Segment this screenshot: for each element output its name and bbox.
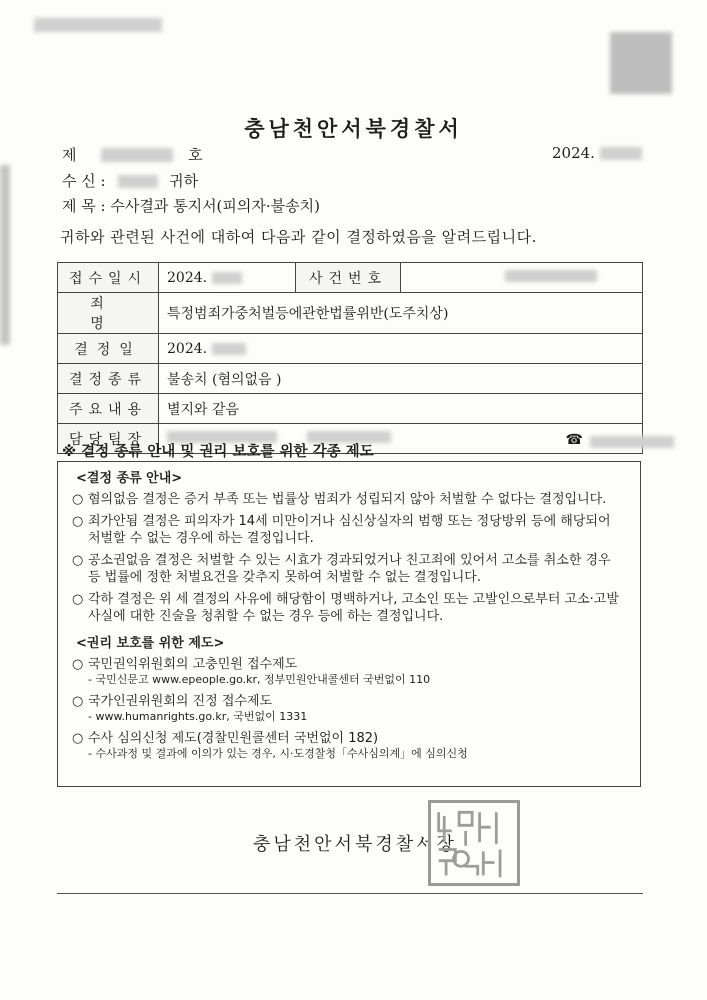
notice-title: ※ 결정 종류 안내 및 권리 보호를 위한 각종 제도 — [62, 444, 374, 460]
guide-item-text: 혐의없음 결정은 증거 부족 또는 법률상 범죄가 성립되지 않아 처벌할 수 없다는 결정입니다. — [88, 492, 607, 507]
guide-item-text: 죄가안됨 결정은 피의자가 14세 미만이거나 심신상실자의 범행 또는 정당방위 등에 해당되어 처벌할 수 없는 경우에 하는 결정입니다. — [88, 514, 611, 546]
bottom-divider — [57, 893, 643, 894]
decision-date-label: 결정일 — [58, 334, 159, 364]
decision-date-text: 2024. — [167, 340, 208, 357]
decision-type-label: 결정종류 — [58, 364, 159, 394]
rights-item-detail: - www.humanrights.go.kr, 국번없이 1331 — [88, 710, 308, 723]
official-seal-icon — [428, 800, 520, 886]
guidance-box — [57, 461, 641, 787]
list-item — [72, 591, 626, 625]
rights-item-title: 국가인권위원회의 진정 접수제도 — [88, 694, 273, 709]
received-value-text: 2024. — [167, 269, 208, 286]
redacted-date — [600, 147, 642, 160]
main-content-value: 별지와 같음 — [159, 394, 643, 424]
table-row — [58, 394, 643, 424]
phone-icon: ☎ — [565, 431, 583, 448]
table-row — [58, 334, 643, 364]
recipient-suffix: 귀하 — [169, 172, 199, 190]
rights-item-title: 수사 심의신청 제도(경찰민원콜센터 국번없이 182) — [88, 731, 379, 746]
table-row — [58, 293, 643, 334]
rights-item-detail: - 국민신문고 www.epeople.go.kr, 정부민원안내콜센터 국번없이 110 — [88, 673, 431, 686]
doc-no-prefix: 제 — [62, 146, 77, 164]
list-item — [72, 513, 626, 547]
received-value — [159, 263, 296, 293]
redacted-received-date — [212, 272, 242, 284]
subject-text: 수사결과 통지서(피의자·불송치) — [110, 197, 320, 215]
list-item — [72, 656, 626, 687]
bullet-icon: ○ — [72, 694, 84, 709]
rights-item-line — [72, 730, 626, 747]
list-item — [72, 730, 626, 761]
rights-item-line — [72, 693, 626, 710]
recipient-line — [62, 170, 198, 191]
redacted-header-strip — [34, 18, 162, 32]
bullet-icon: ○ — [72, 514, 84, 529]
charge-value: 특정범죄가중처벌등에관한법률위반(도주치상) — [159, 293, 643, 334]
intro-text: 귀하와 관련된 사건에 대하여 다음과 같이 결정하였음을 알려드립니다. — [60, 228, 537, 246]
bullet-icon: ○ — [72, 592, 84, 607]
subject-label: 제 목 : — [62, 197, 106, 215]
guide-heading: <결정 종류 안내> — [76, 471, 183, 486]
case-no-label: 사건번호 — [296, 263, 401, 293]
list-item — [72, 552, 626, 586]
case-no-value — [401, 263, 643, 293]
redacted-side-strip — [0, 165, 10, 345]
redacted-case-number — [505, 270, 597, 282]
main-content-label: 주요내용 — [58, 394, 159, 424]
redacted-decision-date — [212, 343, 246, 355]
decision-date-value — [159, 334, 643, 364]
document-number-line — [62, 144, 203, 165]
charge-label: 죄 명 — [58, 293, 159, 334]
rights-item-detail: - 수사과정 및 결과에 이의가 있는 경우, 시·도경찰청「수사심의계」에 심의신청 — [88, 747, 468, 760]
issuer-name: 충남천안서북경찰서장 — [253, 834, 457, 855]
team-label: 담당팀장 — [58, 424, 159, 454]
redacted-corner-stamp — [610, 32, 672, 94]
redacted-recipient — [118, 175, 158, 188]
list-item — [72, 491, 626, 508]
case-info-table — [57, 262, 643, 454]
seal-pattern-icon — [431, 803, 517, 883]
table-row — [58, 364, 643, 394]
list-item — [72, 693, 626, 724]
guide-item-text: 각하 결정은 위 세 결정의 사유에 해당함이 명백하거나, 고소인 또는 고발인으로부터 고소·고발 사실에 대한 진술을 청취할 수 없는 경우 등에 하는 결정입니다. — [88, 592, 619, 624]
decision-type-value: 불송치 (혐의없음 ) — [159, 364, 643, 394]
subject-line — [62, 195, 320, 216]
document-date-text: 2024. — [552, 144, 595, 162]
rights-item-line — [72, 656, 626, 673]
document-date — [552, 144, 642, 162]
bullet-icon: ○ — [72, 553, 84, 568]
received-label: 접수일시 — [58, 263, 159, 293]
bullet-icon: ○ — [72, 657, 84, 672]
redacted-doc-number — [101, 148, 173, 162]
rights-item-title: 국민권익위원회의 고충민원 접수제도 — [88, 657, 298, 672]
doc-no-suffix: 호 — [188, 146, 203, 164]
bullet-icon: ○ — [72, 731, 84, 746]
redacted-phone — [590, 436, 674, 448]
recipient-label: 수 신 : — [62, 172, 106, 190]
table-row — [58, 263, 643, 293]
guide-item-text: 공소권없음 결정은 처벌할 수 있는 시효가 경과되었거나 친고죄에 있어서 고소를 취소한 경우 등 법률에 정한 처벌요건을 갖추지 못하여 처벌할 수 없는 결정입니다. — [88, 553, 611, 585]
bullet-icon: ○ — [72, 492, 84, 507]
document-title: 충남천안서북경찰서 — [244, 116, 463, 141]
rights-heading: <권리 보호를 위한 제도> — [76, 636, 225, 651]
